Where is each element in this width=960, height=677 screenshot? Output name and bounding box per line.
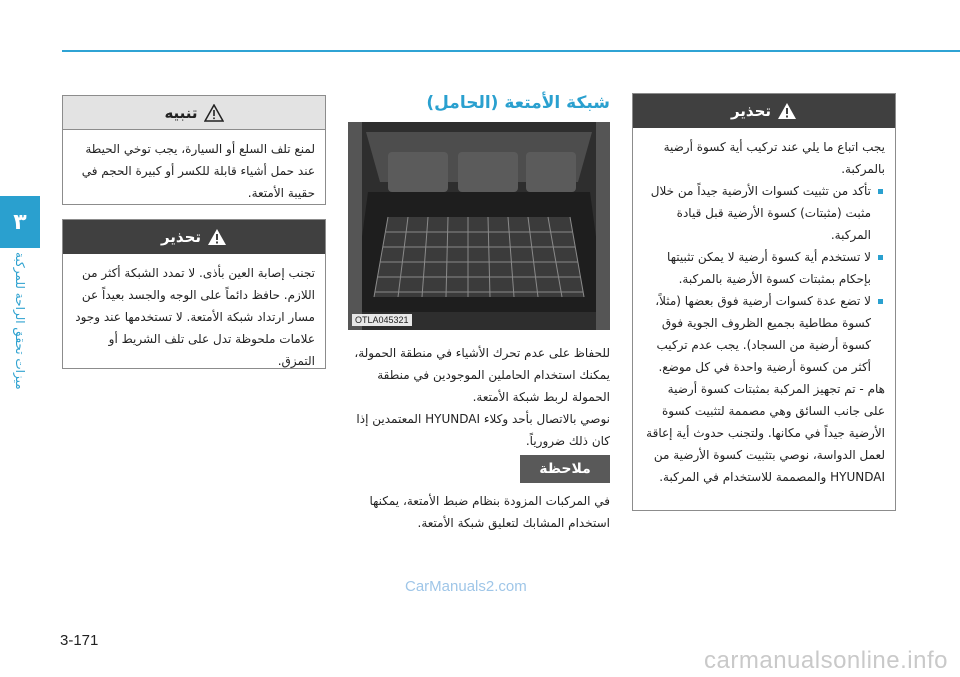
warning-triangle-icon	[207, 228, 227, 246]
warning-header	[63, 220, 325, 254]
chapter-number: ٣	[13, 209, 27, 235]
page-number: 3-171	[60, 632, 99, 649]
warning-box-cargo-net	[62, 219, 326, 369]
header-rule	[62, 50, 960, 52]
caution-triangle-icon	[204, 104, 224, 122]
bottom-watermark: carmanualsonline.info	[704, 647, 948, 674]
chapter-label-text: ميزات تحقق الراحة للمركبة	[13, 252, 27, 390]
warning-important-note: هام - تم تجهيز المركبة بمثبتات كسوة أرضية على جانب السائق وهي مصممة لتثبيت كسوة الأرضية جيداً في مكانها. ولتجنب حدوث أية إعاقة لعمل الدواسة، نوصي بتثبيت كسوة الأرضية من HYUNDAI والمصممة للاستخدام في المركبة.	[646, 382, 885, 484]
warning-body	[63, 254, 325, 380]
warning-bullet-list	[643, 180, 885, 378]
section-paragraph: نوصي بالاتصال بأحد وكلاء HYUNDAI المعتمدين إذا كان ذلك ضرورياً.	[356, 412, 610, 448]
chapter-label	[4, 252, 36, 402]
caution-text: لمنع تلف السلع أو السيارة، يجب توخي الحيطة عند حمل أشياء قابلة للكسر أو كبيرة الحجم في حقيبة الأمتعة.	[81, 142, 315, 200]
section-body	[348, 342, 610, 452]
section-paragraph: للحفاظ على عدم تحرك الأشياء في منطقة الحمولة، يمكنك استخدام الحاملين الموجودين في منطقة الحمولة لربط شبكة الأمتعة.	[354, 346, 610, 404]
image-reference-code: OTLA045321	[352, 314, 412, 326]
caution-body	[63, 130, 325, 212]
cargo-area-illustration	[348, 122, 610, 330]
warning-text: تجنب إصابة العين بأذى. لا تمدد الشبكة أكثر من اللازم. حافظ دائماً على الوجه والجسد بعيداً عن مسار ارتداد شبكة الأمتعة. لا تستخدمها عند وجود علامات ملحوظة تدل على تلف الشريط أو التمزق.	[75, 266, 315, 368]
warning-header	[633, 94, 895, 128]
caution-box	[62, 95, 326, 205]
warning-title: تحذير	[160, 228, 202, 246]
warning-body	[633, 128, 895, 496]
site-watermark: CarManuals2.com	[405, 578, 527, 595]
note-body: في المركبات المزودة بنظام ضبط الأمتعة، يمكنها استخدام المشابك لتعليق شبكة الأمتعة.	[369, 494, 610, 530]
caution-title: تنبيه	[164, 103, 198, 122]
note-header	[520, 455, 610, 483]
caution-header	[63, 96, 325, 130]
warning-bullet: لا تستخدم أية كسوة أرضية لا يمكن تثبيتها بإحكام بمثبتات كسوة الأرضية بالمركبة.	[643, 246, 885, 290]
warning-bullet: تأكد من تثبيت كسوات الأرضية جيداً من خلال مثبت (مثبتات) كسوة الأرضية قبل قيادة المركبة.	[643, 180, 885, 246]
warning-box-floor-mat	[632, 93, 896, 511]
chapter-tab	[0, 196, 40, 248]
warning-title: تحذير	[730, 102, 772, 120]
section-title: شبكة الأمتعة (الحامل)	[426, 93, 610, 113]
warning-intro: يجب اتباع ما يلي عند تركيب أية كسوة أرضية بالمركبة.	[663, 140, 885, 176]
warning-bullet: لا تضع عدة كسوات أرضية فوق بعضها (مثلاً، كسوة مطاطية بجميع الظروف الجوية فوق كسوة أرضية من السجاد). يجب عدم تركيب أكثر من كسوة أرضية واحدة في كل موضع.	[643, 290, 885, 378]
warning-triangle-icon	[777, 102, 797, 120]
cargo-net-photo	[348, 122, 610, 330]
note-title: ملاحظة	[539, 461, 591, 477]
